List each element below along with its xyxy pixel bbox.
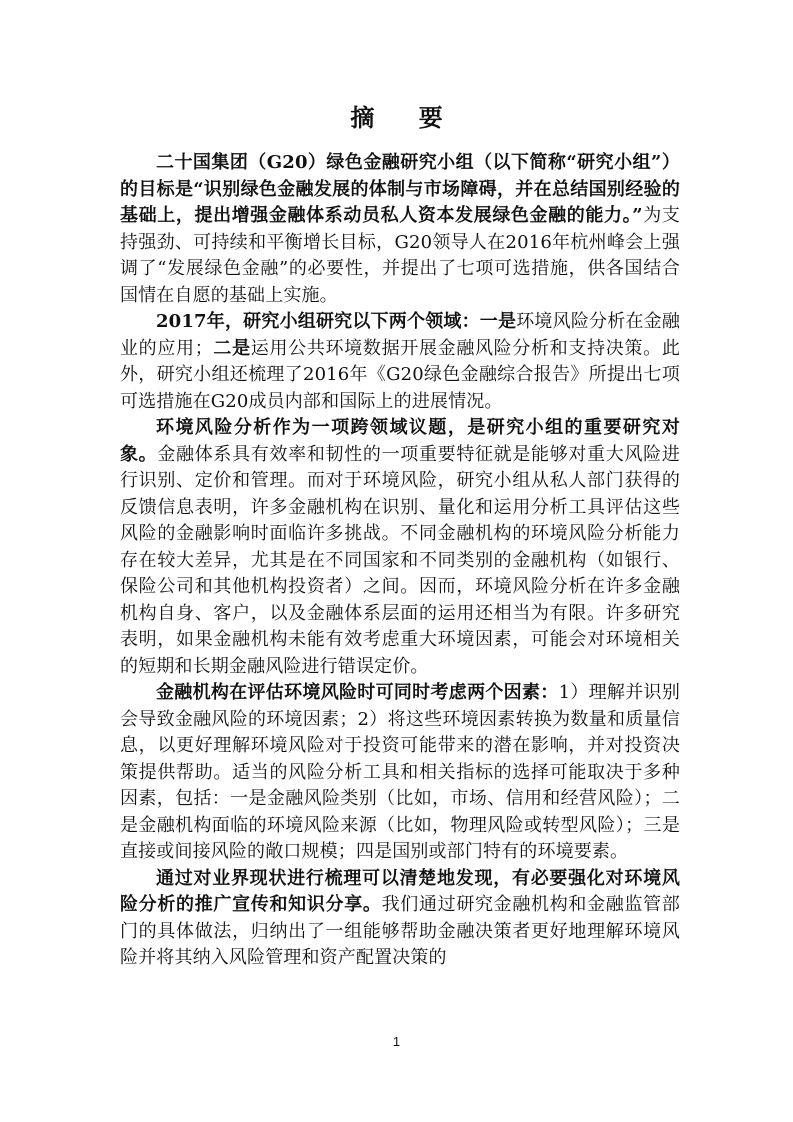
paragraph-1-text: 为支持强劲、可持续和平衡增长目标，G20领导人在2016年杭州峰会上强调了“发展绿色金融”的必要性，并提出了七项可选措施，供各国结合国情在自愿的基础上实施。 <box>120 205 680 306</box>
paragraph-2-bold: 2017年，研究小组研究以下两个领域：一是 <box>156 311 517 332</box>
paragraph-3 <box>120 415 680 680</box>
paragraph-1-bold: 二十国集团（G20）绿色金融研究小组（以下简称“研究小组”）的目标是“识别绿色金融发展的体制与市场障碍，并在总结国别经验的基础上，提出增强金融体系动员私人资本发展绿色金融的能力。” <box>120 152 680 226</box>
paragraph-3-bold: 环境风险分析作为一项跨领域议题，是研究小组的重要研究对象。 <box>120 417 680 465</box>
paragraph-4-text: 1）理解并识别会导致金融风险的环境因素；2）将这些环境因素转换为数量和质量信息，以更好理解环境风险对于投资可能带来的潜在影响，并对投资决策提供帮助。适当的风险分析工具和相关指标的选择可能取决于多种因素，包括：一是金融风险类别（比如，市场、信用和经营风险）；二是金融机构面临的环境风险来源（比如，物理风险或转型风险）；三是直接或间接风险的敞口规模；四是国别或部门特有的环境要素。 <box>120 682 680 862</box>
paragraph-5 <box>120 866 680 972</box>
paragraph-5-text: 我们通过研究金融机构和金融监管部门的具体做法，归纳出了一组能够帮助金融决策者更好地理解环境风险并将其纳入风险管理和资产配置决策的 <box>120 894 680 968</box>
paragraph-4-bold: 金融机构在评估环境风险时可同时考虑两个因素： <box>156 682 559 703</box>
paragraph-5-bold: 通过对业界现状进行梳理可以清楚地发现，有必要强化对环境风险分析的推广宣传和知识分享。 <box>120 867 680 915</box>
paragraph-2-text: 环境风险分析在金融业的应用； <box>120 311 680 359</box>
paragraph-3-text: 金融体系具有效率和韧性的一项重要特征就是能够对重大风险进行识别、定价和管理。而对于环境风险，研究小组从私人部门获得的反馈信息表明，许多金融机构在识别、量化和运用分析工具评估这些风险的金融影响时面临许多挑战。不同金融机构的环境风险分析能力存在较大差异，尤其是在不同国家和不同类别的金融机构（如银行、保险公司和其他机构投资者）之间。因而，环境风险分析在许多金融机构自身、客户，以及金融体系层面的运用还相当为有限。许多研究表明，如果金融机构未能有效考虑重大环境因素，可能会对环境相关的短期和长期金融风险进行错误定价。 <box>120 443 680 677</box>
paragraph-2-bold-2: 二是 <box>212 337 251 359</box>
paragraph-1 <box>120 150 680 309</box>
page-title: 摘 要 <box>350 104 461 132</box>
paragraph-4 <box>120 680 680 866</box>
paragraph-2 <box>120 309 680 415</box>
paragraph-2-text-2: 运用公共环境数据开展金融风险分析和支持决策。此外，研究小组还梳理了2016年《G20绿色金融综合报告》所提出七项可选措施在G20成员内部和国际上的进展情况。 <box>120 337 680 412</box>
page-number: 1 <box>392 1034 401 1049</box>
abstract-body <box>120 150 680 972</box>
